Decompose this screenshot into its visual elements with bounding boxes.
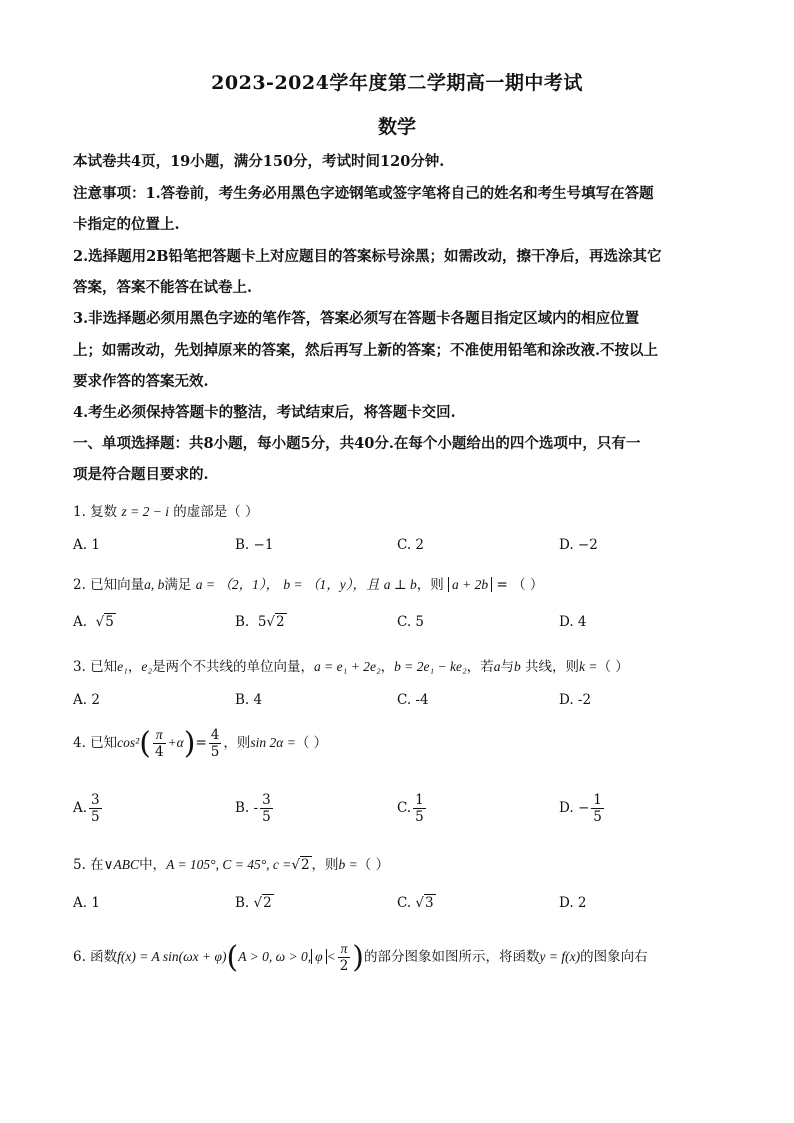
q6-suffix2: 的图象向右	[580, 949, 648, 965]
q1-option-b: B. −1	[235, 537, 274, 553]
q2-b-eq: b = （1，y），且	[283, 577, 380, 592]
question-4: 4. 已知cos²( $\frac{\pi}{4}$ +α)= $\frac{4}{5}$ ，则sin 2α =（ ）	[73, 726, 328, 761]
exam-title: 2023-2024学年度第二学期高一期中考试	[211, 72, 583, 94]
q3-e2: e₂	[141, 659, 153, 674]
q6-prefix: 6. 函数	[73, 949, 118, 965]
q3-option-b: B. 4	[235, 692, 263, 708]
q5-paren: （ ）	[357, 857, 390, 873]
q4-cos-sq: cos²	[117, 735, 140, 750]
q2-option-b-root: 2	[276, 614, 285, 630]
q2-option-b-coef: 5	[257, 614, 267, 630]
q2-option-b-label: B.	[235, 614, 250, 630]
q3-comma: ，	[380, 659, 395, 675]
q3-a-def: a = e₁ + 2e₂	[314, 659, 381, 674]
q3-option-c: C. -4	[397, 692, 429, 708]
q5-prefix: 5. 在	[73, 857, 104, 873]
q5-mid: 中，	[139, 857, 167, 873]
q6-phi: φ	[311, 949, 326, 964]
q6-pi-over-2: $\frac{\pi}{2}$	[339, 941, 349, 974]
q5-cond: A = 105°, C = 45°, c =	[166, 857, 292, 872]
q2-abs-expr: a + 2b	[448, 577, 492, 592]
q2-option-b: B. 5√2	[235, 614, 285, 630]
q3-prefix: 3. 已知	[73, 659, 118, 675]
instruction-line: 注意事项：1.答卷前，考生务必用黑色字迹钢笔或签字笔将自己的姓名和考生号填写在答题	[73, 185, 654, 202]
q4-option-b: B. - $\frac{3}{5}$	[235, 792, 271, 825]
q3-paren: （ ）	[597, 659, 629, 675]
section-heading: 项是符合题目要求的.	[73, 466, 209, 483]
q5-option-a: A. 1	[73, 895, 100, 911]
question-6: 6. 函数f(x) = A sin(ωx + φ)(A > 0, ω > 0, φ < $\frac{\pi}{2}$ )的部分图象如图所示，将函数y = f(x)的图象向右	[73, 940, 648, 975]
q3-a-var: a	[493, 659, 501, 674]
q6-y-eq: y = f(x)	[539, 949, 581, 964]
q2-vars: a, b	[144, 577, 165, 592]
q4-prefix: 4. 已知	[73, 735, 118, 751]
q6-lt: <	[326, 949, 336, 964]
q5-option-c: C. √3	[397, 895, 434, 911]
q5-suffix: ，则	[311, 857, 339, 873]
q4-option-d: D. − $\frac{1}{5}$	[559, 792, 602, 825]
q6-suffix: 的部分图象如图所示，将函数	[364, 949, 540, 965]
q2-mid1: 满足	[164, 577, 192, 593]
q5-b-eq: b =	[338, 857, 358, 872]
q5-tri: ∨ABC	[103, 857, 140, 872]
q2-option-c: C. 5	[397, 614, 425, 630]
section-heading: 一、单项选择题：共8小题，每小题5分，共40分.在每个小题给出的四个选项中，只有一	[73, 435, 641, 452]
question-1	[73, 500, 259, 520]
q4-sin: sin 2α =	[250, 735, 296, 750]
q3-mid2: ，若	[466, 659, 494, 675]
q4-option-c: C. $\frac{1}{5}$	[397, 792, 424, 825]
q3-suffix: 共线，则	[525, 659, 580, 675]
q2-option-d: D. 4	[559, 614, 587, 630]
q2-option-a-label: A.	[73, 614, 88, 630]
instruction-line: 要求作答的答案无效.	[73, 373, 209, 390]
q2-mid2: ，则	[416, 577, 444, 593]
q3-sep: ，	[127, 659, 142, 675]
q1-option-c: C. 2	[397, 537, 425, 553]
q6-cond: A > 0, ω > 0,	[238, 949, 312, 964]
q1-suffix: 的虚部是（ ）	[173, 504, 259, 520]
q3-mid: 是两个不共线的单位向量，	[152, 659, 315, 675]
question-3	[73, 655, 629, 675]
instruction-line: 上；如需改动，先划掉原来的答案，然后再写上新的答案；不准使用铅笔和涂改液.不按以上	[73, 342, 659, 359]
q6-fx: f(x) = A sin(ωx + φ)	[117, 949, 227, 964]
q3-option-d: D. -2	[559, 692, 592, 708]
q2-option-a-root: 5	[105, 614, 114, 630]
q2-a-eq: a = （2，1），	[195, 577, 280, 592]
q4-eq: =	[195, 735, 207, 751]
question-2	[73, 573, 543, 593]
q3-k-eq: k =	[579, 659, 598, 674]
q4-option-a: A. $\frac{3}{5}$	[73, 792, 100, 825]
subject-title: 数学	[377, 116, 416, 138]
q5-root: 2	[300, 857, 310, 873]
q4-plus-alpha: +α	[167, 735, 184, 750]
q1-option-d: D. −2	[559, 537, 598, 553]
q2-perp: a ⊥ b	[383, 577, 417, 592]
instruction-line: 3.非选择题必须用黑色字迹的笔作答，答案必须写在答题卡各题目指定区域内的相应位置	[73, 310, 640, 327]
q4-paren: （ ）	[295, 735, 328, 751]
q2-prefix: 2. 已知向量	[73, 577, 145, 593]
q2-suffix: = （ ）	[496, 577, 544, 593]
q1-option-a: A. 1	[73, 537, 100, 553]
question-5: 5. 在∨ABC中，A = 105°, C = 45°, c =√2 ，则b =（ ）	[73, 857, 390, 873]
q3-b-def: b = 2e₁ − ke₂	[394, 659, 467, 674]
instruction-line: 本试卷共4页，19小题，满分150分，考试时间120分钟.	[73, 153, 445, 170]
q4-suffix: ，则	[223, 735, 251, 751]
q1-expr: z = 2 − i	[121, 504, 169, 519]
q3-with: 与	[500, 659, 514, 675]
q1-prefix: 1. 复数	[73, 504, 118, 520]
q4-four-fifths: $\frac{4}{5}$	[210, 727, 220, 760]
instruction-line: 卡指定的位置上.	[73, 216, 180, 233]
q3-e1: e₁	[117, 659, 128, 674]
q5-option-b: B. √2	[235, 895, 272, 911]
instruction-line: 答案，答案不能答在试卷上.	[73, 279, 253, 296]
q3-option-a: A. 2	[73, 692, 100, 708]
q2-option-a: A. √5	[73, 614, 114, 630]
q3-b-var: b	[513, 659, 521, 674]
q5-option-d: D. 2	[559, 895, 587, 911]
q4-pi-over-4: $\frac{\pi}{4}$	[154, 727, 164, 760]
instruction-line: 2.选择题用2B铅笔把答题卡上对应题目的答案标号涂黑；如需改动，擦干净后，再选涂其它	[73, 248, 662, 265]
instruction-line: 4.考生必须保持答题卡的整洁，考试结束后，将答题卡交回.	[73, 404, 456, 421]
